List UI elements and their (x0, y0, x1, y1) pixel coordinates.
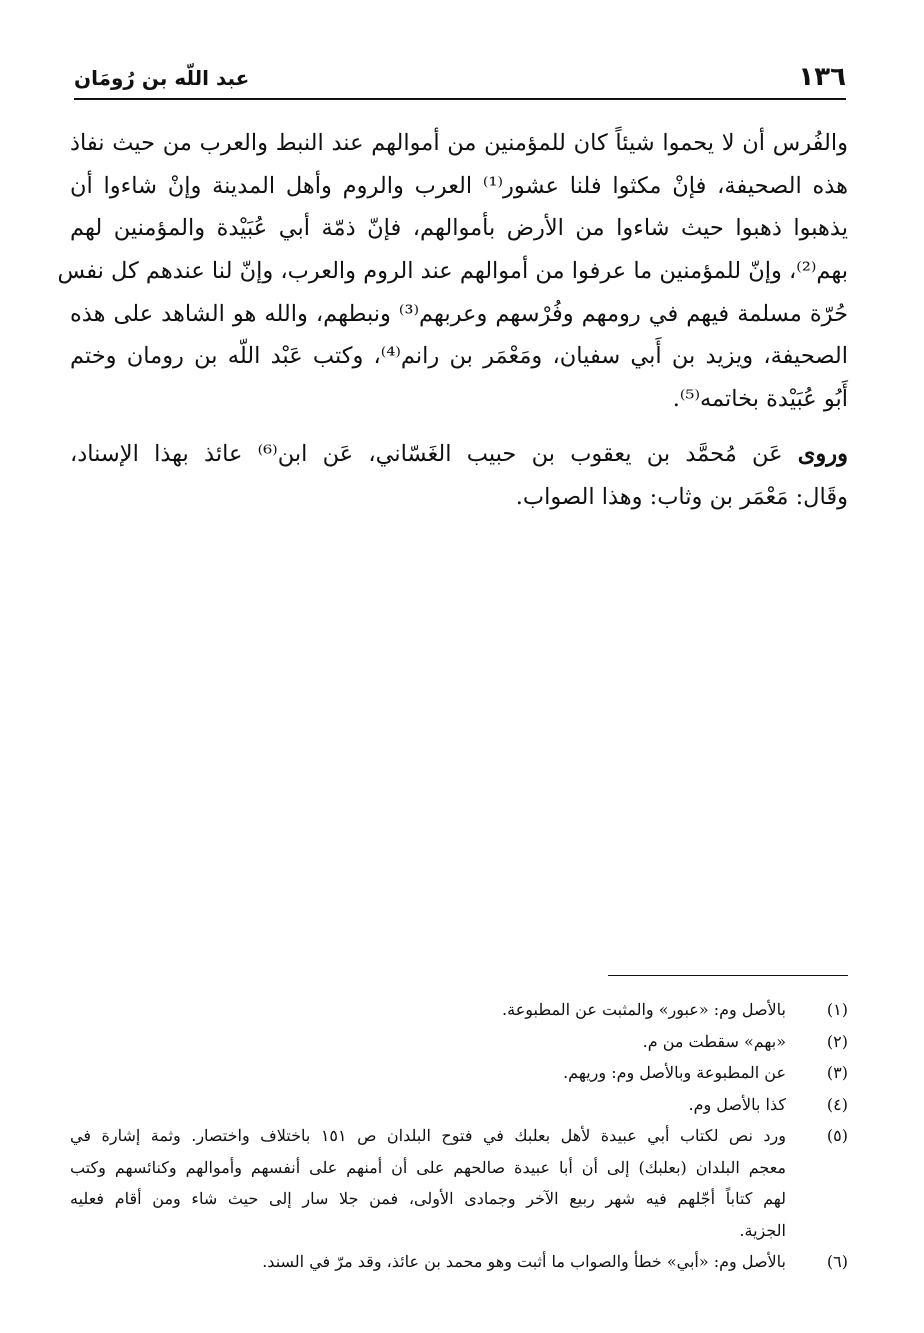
footnote (70, 1120, 848, 1246)
text-line (70, 433, 848, 476)
footnote-line: بالأصل وم: «أبي» خطأ والصواب ما أثبت وهو محمد بن عائذ، وقد مرّ في السند. (262, 1252, 786, 1271)
footnote-separator (608, 975, 848, 976)
footnote-number: (٦) (826, 1252, 848, 1271)
text-line: الصحيفة، ويزيد بن أَبي سفيان، ومَعْمَر بن رانم⁽⁴⁾، وكتب عَبْد اللّه بن رومان وختم (70, 343, 848, 370)
footnote-number: (٢) (826, 1031, 848, 1051)
main-text (57, 122, 848, 518)
footnote-line: عن المطبوعة وبالأصل وم: وريهم. (563, 1063, 786, 1082)
footnote (70, 1026, 848, 1058)
footnote-line: بالأصل وم: «عبور» والمثبت عن المطبوعة. (502, 1000, 786, 1019)
footnote-number: (٣) (826, 1063, 848, 1082)
footnote-number: (٤) (826, 1094, 848, 1114)
page-number: ١٣٦ (798, 62, 846, 92)
footnote (70, 1057, 848, 1089)
footnote-line: كذا بالأصل وم. (688, 1094, 786, 1114)
footnote-line: لهم كتاباً أجّلهم فيه شهر ربيع الآخر وجمادى الأولى، فمن جلا سار إلى حيث شاء ومن أقام فعليه (70, 1189, 786, 1208)
text-line: وقَال: مَعْمَر بن وثاب: وهذا الصواب. (515, 483, 848, 510)
text-line: أَبُو عُبَيْدة بخاتمه⁽⁵⁾. (672, 386, 848, 413)
page-header (74, 60, 846, 100)
footnote (70, 1089, 848, 1121)
text-line: بهم⁽²⁾، وإنّ للمؤمنين ما عرفوا من أموالهم عند الروم والعرب، وإنّ لنا عندهم كل نفس (57, 258, 848, 285)
running-title: عبد اللّه بن رُومَان (74, 66, 250, 90)
text-line: هذه الصحيفة، فإنْ مكثوا فلنا عشور⁽¹⁾ العرب والروم وأهل المدينة وإنْ شاءوا أن (70, 172, 848, 199)
footnote (70, 994, 848, 1026)
text-line: والفُرس أن لا يحموا شيئاً كان للمؤمنين من أموالهم عند النبط والعرب من حيث نفاذ (70, 130, 848, 156)
footnote-number: (١) (826, 1000, 848, 1019)
text-line: حُرّة مسلمة فيهم في رومهم وفُرْسهم وعربهم⁽³⁾ ونبطهم، والله هو الشاهد على هذه (70, 300, 848, 327)
footnote-line: الجزية. (739, 1220, 786, 1240)
text-line-rest: عَن مُحمَّد بن يعقوب بن حبيب الغَسّاني، عَن ابن⁽⁶⁾ عائذ بهذا الإسناد، (70, 440, 783, 467)
footnotes (70, 994, 848, 1278)
text-line: يذهبوا ذهبوا حيث شاءوا من الأرض بأموالهم، فإنّ ذمّة أبي عُبَيْدة والمؤمنين لهم (70, 215, 848, 242)
paragraph-lead-word: وروى (797, 440, 848, 467)
paragraph-1 (57, 122, 848, 421)
footnote-line: معجم البلدان (بعلبك) إلى أن أبا عبيدة صالحهم على أن أمنهم على أنفسهم وأموالهم وكنائسهم وكتب (70, 1157, 786, 1177)
paragraph-2 (70, 433, 848, 518)
footnote (70, 1246, 848, 1278)
footnote-line: «بهم» سقطت من م. (642, 1031, 786, 1051)
footnote-number: (٥) (826, 1126, 848, 1145)
footnote-line: ورد نص لكتاب أبي عبيدة لأهل بعلبك في فتوح البلدان ص ١٥١ باختلاف واختصار. وثمة إشارة في (70, 1126, 787, 1145)
